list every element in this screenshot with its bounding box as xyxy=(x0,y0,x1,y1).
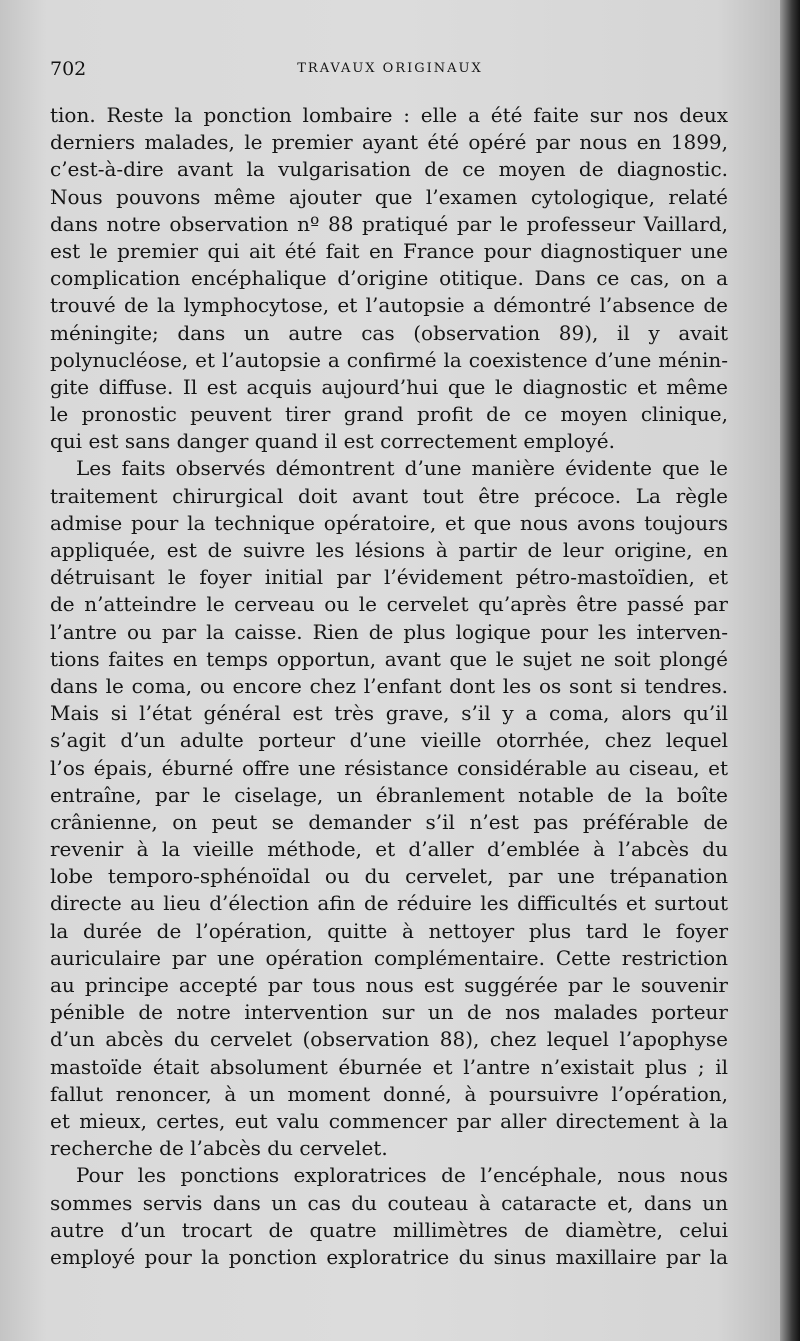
text-line: crânienne, on peut se demander s’il n’est pas préférable de xyxy=(50,809,728,834)
text-line: sommes servis dans un cas du couteau à cataracte et, dans un xyxy=(50,1190,728,1215)
body-text xyxy=(50,102,728,1271)
text-line: gite diffuse. Il est acquis aujourd’hui que le diagnostic et même xyxy=(50,374,728,399)
text-line: au principe accepté par tous nous est suggérée par le souvenir xyxy=(50,973,728,997)
text-line: Nous pouvons même ajouter que l’examen cytologique, relaté xyxy=(50,184,728,209)
text-line: qui est sans danger quand il est correctement employé. xyxy=(50,429,615,454)
text-line: autre d’un trocart de quatre millimètres de diamètre, celui xyxy=(50,1217,728,1242)
page-header xyxy=(50,58,730,88)
text-line: derniers malades, le premier ayant été opéré par nous en 1899, xyxy=(50,130,728,155)
page-edge-shadow xyxy=(780,0,800,1341)
text-line: méningite; dans un autre cas (observation 89), il y avait xyxy=(50,320,728,345)
text-line: directe au lieu d’élection afin de réduire les difficultés et surtout xyxy=(50,891,728,916)
text-line: traitement chirurgical doit avant tout être précoce. La règle xyxy=(50,483,728,508)
text-line: de n’atteindre le cerveau ou le cervelet qu’après être passé par xyxy=(50,592,728,617)
text-line: entraîne, par le ciselage, un ébranlement notable de la boîte xyxy=(50,782,728,807)
paragraph-first-line: Les faits observés démontrent d’une manière évidente que le xyxy=(76,456,728,481)
text-line: Mais si l’état général est très grave, s’il y a coma, alors qu’il xyxy=(50,701,728,726)
text-line: la durée de l’opération, quitte à nettoyer plus tard le foyer xyxy=(50,918,728,943)
text-line: employé pour la ponction exploratrice du sinus maxillaire par la xyxy=(50,1244,728,1269)
text-line: est le premier qui ait été fait en France pour diagnostiquer une xyxy=(50,238,728,263)
text-line: s’agit d’un adulte porteur d’une vieille otorrhée, chez lequel xyxy=(50,728,728,753)
text-line: c’est-à-dire avant la vulgarisation de ce moyen de diagnostic. xyxy=(50,157,728,182)
text-line: dans notre observation nº 88 pratiqué par le professeur Vaillard, xyxy=(50,211,728,236)
text-line: et mieux, certes, eut valu commencer par aller directement à la xyxy=(50,1108,728,1133)
text-line: complication encéphalique d’origine otitique. Dans ce cas, on a xyxy=(50,266,728,291)
text-line: mastoïde était absolument éburnée et l’antre n’existait plus ; il xyxy=(50,1054,728,1079)
text-line: auriculaire par une opération complémentaire. Cette restriction xyxy=(50,945,728,970)
text-line: trouvé de la lymphocytose, et l’autopsie a démontré l’absence de xyxy=(50,293,728,318)
text-line: revenir à la vieille méthode, et d’aller d’emblée à l’abcès du xyxy=(50,837,728,862)
text-line: tion. Reste la ponction lombaire : elle a été faite sur nos deux xyxy=(50,103,728,127)
text-line: l’antre ou par la caisse. Rien de plus logique pour les interven- xyxy=(50,619,728,644)
text-line: admise pour la technique opératoire, et que nous avons toujours xyxy=(50,510,728,535)
paragraph-first-line: Pour les ponctions exploratrices de l’encéphale, nous nous xyxy=(76,1163,728,1188)
text-line: d’un abcès du cervelet (observation 88), chez lequel l’apophyse xyxy=(50,1027,728,1052)
text-line: lobe temporo-sphénoïdal ou du cervelet, par une trépanation xyxy=(50,864,728,889)
text-line: pénible de notre intervention sur un de nos malades porteur xyxy=(50,1000,728,1025)
text-line: l’os épais, éburné offre une résistance considérable au ciseau, et xyxy=(50,755,728,780)
text-line: polynucléose, et l’autopsie a confirmé la coexistence d’une ménin- xyxy=(50,347,728,372)
text-line: tions faites en temps opportun, avant que le sujet ne soit plongé xyxy=(50,646,728,671)
text-line: fallut renoncer, à un moment donné, à poursuivre l’opération, xyxy=(50,1081,728,1106)
text-line: appliquée, est de suivre les lésions à partir de leur origine, en xyxy=(50,538,728,562)
running-title: TRAVAUX ORIGINAUX xyxy=(297,61,483,76)
page-number: 702 xyxy=(50,58,87,80)
text-line: dans le coma, ou encore chez l’enfant dont les os sont si tendres. xyxy=(50,673,728,698)
text-line: détruisant le foyer initial par l’évidement pétro-mastoïdien, et xyxy=(50,565,728,590)
text-line: le pronostic peuvent tirer grand profit de ce moyen clinique, xyxy=(50,402,728,427)
text-line: recherche de l’abcès du cervelet. xyxy=(50,1136,388,1161)
